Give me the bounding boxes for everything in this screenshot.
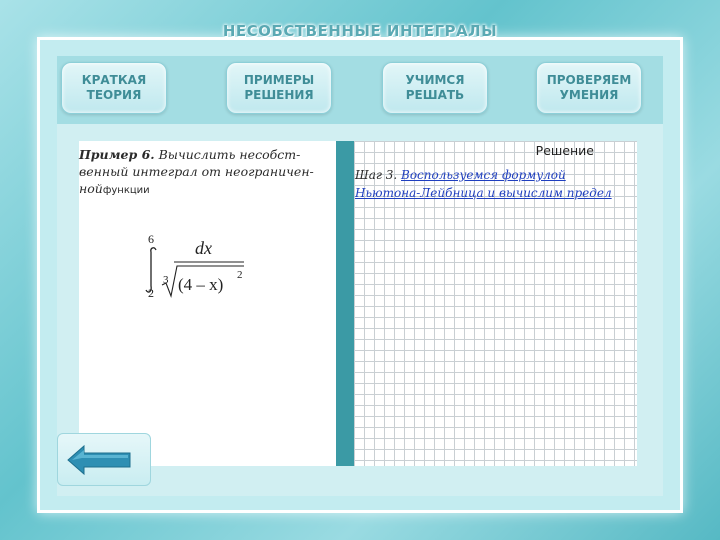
example-label: Пример 6. bbox=[79, 147, 155, 162]
example-word: функции bbox=[102, 185, 150, 196]
back-button[interactable] bbox=[57, 433, 151, 486]
step-link-newton-leibniz[interactable]: Ньютона-Лейбница и вычислим предел bbox=[355, 186, 612, 200]
root-index: 3 bbox=[163, 274, 169, 286]
step-link-formula[interactable]: Воспользуемся формулой bbox=[401, 168, 566, 182]
nav-button-theory[interactable]: КРАТКАЯ ТЕОРИЯ bbox=[61, 62, 167, 114]
radicand: (4 – x) bbox=[178, 275, 224, 294]
nav-button-examples[interactable]: ПРИМЕРЫ РЕШЕНИЯ bbox=[226, 62, 332, 114]
integral-formula bbox=[140, 230, 280, 310]
lower-limit: 2 bbox=[148, 286, 154, 300]
nav-button-learn[interactable]: УЧИМСЯ РЕШАТЬ bbox=[382, 62, 488, 114]
left-arrow-icon bbox=[58, 434, 150, 485]
example-line-2: венный интеграл от неограничен- bbox=[79, 164, 314, 179]
example-line-3: ной bbox=[79, 181, 103, 196]
numerator: dx bbox=[195, 238, 212, 258]
page-title: НЕСОБСТВЕННЫЕ ИНТЕГРАЛЫ bbox=[222, 22, 498, 40]
example-statement bbox=[79, 146, 354, 199]
step-label: Шаг 3. bbox=[355, 168, 398, 182]
solution-step bbox=[355, 166, 655, 202]
exponent: 2 bbox=[237, 269, 243, 281]
upper-limit: 6 bbox=[148, 232, 154, 246]
solution-title: Решение bbox=[535, 143, 594, 158]
nav-button-check[interactable]: ПРОВЕРЯЕМ УМЕНИЯ bbox=[536, 62, 642, 114]
example-line-1: Вычислить несобст- bbox=[154, 147, 301, 162]
